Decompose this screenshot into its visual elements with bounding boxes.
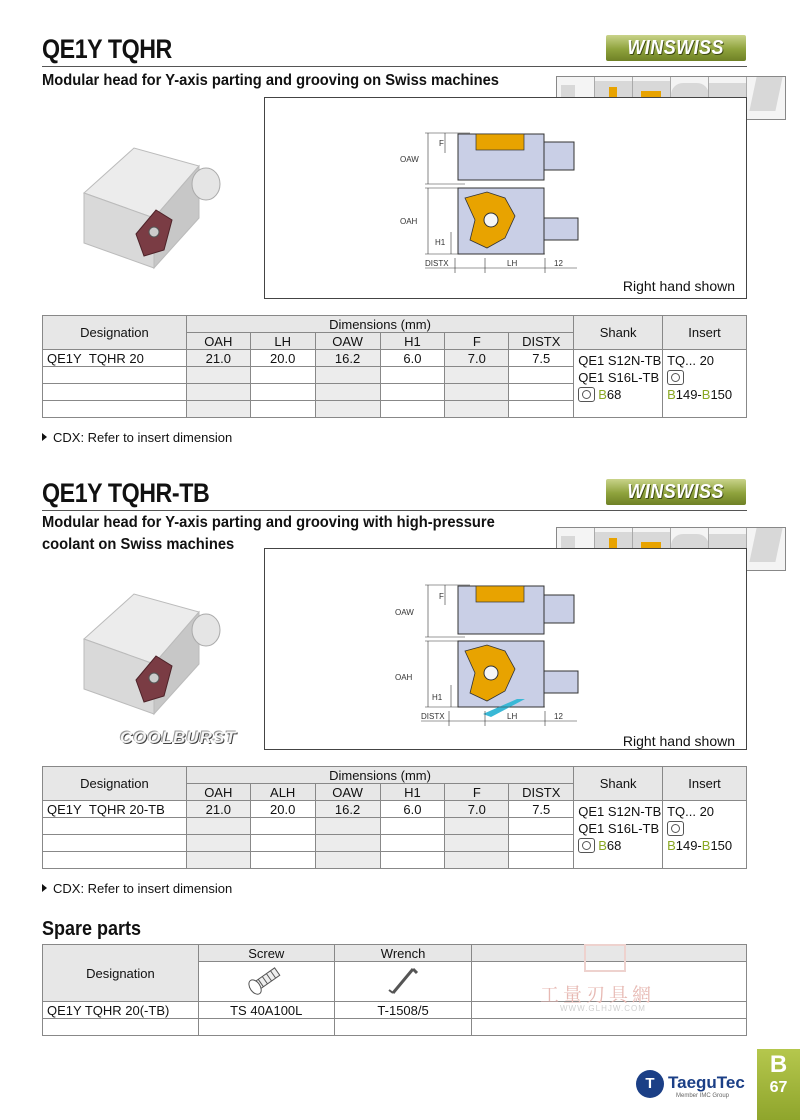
winswiss-logo: WINSWISS: [606, 35, 746, 61]
label-distx: DISTX: [425, 259, 449, 268]
shank-cell: QE1 S12N-TB QE1 S16L-TB B68: [574, 801, 663, 869]
tool-photo-2: [74, 584, 244, 724]
col-h1: H1: [380, 333, 445, 350]
value-distx: 7.5: [509, 350, 574, 367]
thumb-turning-icon: [747, 77, 785, 119]
bullet-triangle-icon: [42, 433, 47, 441]
section2-subtitle-line1: Modular head for Y-axis parting and grooving with high-pressure: [42, 514, 495, 531]
table-row: [43, 350, 747, 367]
shank-cell: QE1 S12N-TB QE1 S16L-TB B68: [574, 350, 663, 418]
right-hand-caption: Right hand shown: [622, 733, 735, 749]
section2-title: QE1Y TQHR-TB: [42, 478, 210, 508]
label-oaw: OAW: [400, 155, 419, 164]
value-distx: 7.5: [509, 801, 574, 818]
shank-header: Shank: [574, 316, 663, 350]
dimension-drawing-svg: [265, 98, 748, 300]
winswiss-logo: WINSWISS: [606, 479, 746, 505]
value-alh: 20.0: [250, 801, 315, 818]
section1-title: QE1Y TQHR: [42, 34, 172, 64]
col-distx: DISTX: [509, 333, 574, 350]
col-oaw: OAW: [315, 784, 380, 801]
watermark-logo: [584, 944, 626, 972]
designation-cell: QE1Y TQHR 20-TB: [43, 801, 187, 818]
right-hand-caption: Right hand shown: [622, 278, 735, 294]
cdx-note: CDX: Refer to insert dimension: [42, 430, 232, 445]
insert-cell: TQ... 20 B149-B150: [663, 801, 747, 869]
col-oaw: OAW: [315, 333, 380, 350]
wrench-header: Wrench: [334, 945, 472, 962]
col-distx: DISTX: [509, 784, 574, 801]
label-h1: H1: [432, 693, 443, 702]
value-oaw: 16.2: [315, 801, 380, 818]
taegutec-logo-icon: T: [636, 1070, 664, 1098]
designation-header: Designation: [43, 767, 187, 801]
bullet-triangle-icon: [42, 884, 47, 892]
designation-cell: QE1Y TQHR 20: [43, 350, 187, 367]
thumb-turning-icon: [747, 528, 785, 570]
label-distx: DISTX: [421, 712, 445, 721]
catalog-reference-icon: [667, 821, 684, 836]
value-oaw: 16.2: [315, 350, 380, 367]
label-oaw: OAW: [395, 608, 414, 617]
col-f: F: [445, 333, 509, 350]
value-f: 7.0: [445, 350, 509, 367]
label-lh: LH: [507, 259, 518, 268]
coolburst-logo: COOLBURST: [120, 728, 237, 747]
label-12: 12: [554, 259, 563, 268]
screw-image-cell: [198, 962, 334, 1002]
watermark-text: 工量刃具網: [540, 985, 656, 1006]
screw-header: Screw: [198, 945, 334, 962]
spec-table-1: [42, 315, 747, 418]
section1-subtitle: Modular head for Y-axis parting and grooving on Swiss machines: [42, 72, 499, 89]
catalog-reference-icon: [578, 838, 595, 853]
wrench-icon: [383, 963, 423, 997]
wrench-image-cell: [334, 962, 472, 1002]
label-oah: OAH: [400, 217, 418, 226]
table-row: [43, 801, 747, 818]
insert-cell: TQ... 20 B149-B150: [663, 350, 747, 418]
tool-photo-1: [74, 138, 244, 278]
insert-header: Insert: [663, 767, 747, 801]
value-oah: 21.0: [186, 350, 250, 367]
dimensions-header: Dimensions (mm): [186, 316, 573, 333]
shank-header: Shank: [574, 767, 663, 801]
brand-name: TaeguTec: [668, 1073, 745, 1092]
value-oah: 21.0: [186, 801, 250, 818]
dimension-drawing-svg: [265, 549, 748, 751]
label-f: F: [439, 592, 444, 601]
col-f: F: [445, 784, 509, 801]
designation-header: Designation: [43, 316, 187, 350]
col-alh: ALH: [250, 784, 315, 801]
cdx-note: CDX: Refer to insert dimension: [42, 881, 232, 896]
dimensions-header: Dimensions (mm): [186, 767, 573, 784]
value-lh: 20.0: [250, 350, 315, 367]
col-oah: OAH: [186, 333, 250, 350]
screw-icon: [246, 963, 286, 997]
technical-drawing-1: [264, 97, 747, 299]
spare-designation-cell: QE1Y TQHR 20(-TB): [43, 1002, 199, 1019]
col-oah: OAH: [186, 784, 250, 801]
label-f: F: [439, 139, 444, 148]
value-h1: 6.0: [380, 350, 445, 367]
section-tab: [757, 1049, 800, 1120]
divider: [42, 510, 747, 511]
designation-header: Designation: [43, 945, 199, 1002]
watermark-url: WWW.GLHJW.COM: [560, 1004, 646, 1013]
col-lh: LH: [250, 333, 315, 350]
brand-sub: Member IMC Group: [676, 1093, 730, 1099]
value-h1: 6.0: [380, 801, 445, 818]
insert-header: Insert: [663, 316, 747, 350]
spare-parts-title: Spare parts: [42, 918, 142, 940]
technical-drawing-2: [264, 548, 747, 750]
catalog-reference-icon: [578, 387, 595, 402]
col-h1: H1: [380, 784, 445, 801]
label-oah: OAH: [395, 673, 413, 682]
page-number: 67: [769, 1079, 788, 1096]
wrench-value: T-1508/5: [334, 1002, 472, 1019]
tab-letter: B: [769, 1051, 788, 1078]
catalog-reference-icon: [667, 370, 684, 385]
label-12: 12: [554, 712, 563, 721]
screw-value: TS 40A100L: [198, 1002, 334, 1019]
section2-subtitle-line2: coolant on Swiss machines: [42, 536, 235, 553]
value-f: 7.0: [445, 801, 509, 818]
spec-table-2: [42, 766, 747, 869]
divider: [42, 66, 747, 67]
label-lh: LH: [507, 712, 518, 721]
label-h1: H1: [435, 238, 446, 247]
